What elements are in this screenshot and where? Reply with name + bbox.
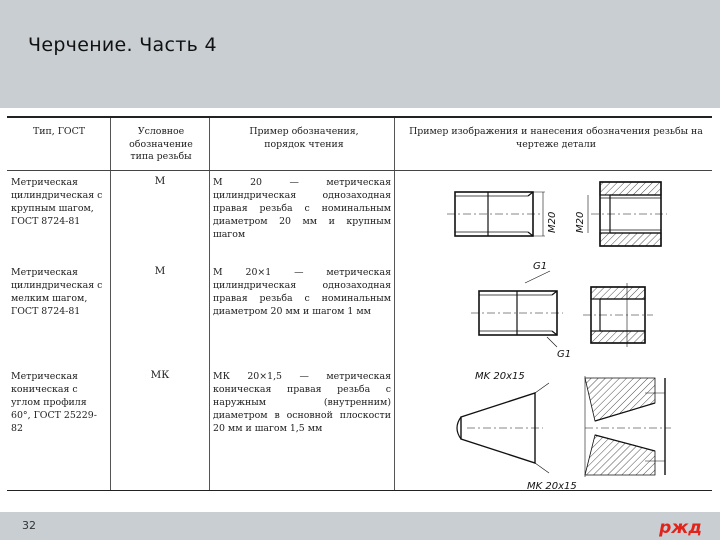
conical-external-thread-drawing (457, 383, 549, 473)
thread-table (7, 116, 712, 491)
external-fine-thread-drawing (471, 271, 563, 347)
label-g1-top: G1 (533, 261, 548, 272)
label-mk-bottom: MK 20x15 (527, 481, 577, 489)
external-thread-drawing (447, 192, 545, 236)
row2-type: Метрическая цилиндрическая с мелким шагом, ГОСТ 8724-81 (11, 267, 103, 317)
row2-symbol: М (154, 265, 166, 277)
label-m20-right: M20 (575, 211, 586, 233)
row1-symbol: М (154, 175, 166, 187)
slide-footer (0, 512, 720, 540)
row1-type: Метрическая цилиндрическая с крупным шагом, ГОСТ 8724-81 (11, 177, 103, 227)
header-example: Пример обозначения, порядок чтения (249, 126, 359, 150)
row1-example: М 20 — метрическая цилиндрическая однозаходная правая резьба с номинальным диаметром 20 мм и крупным шагом (213, 177, 391, 240)
header-drawing: Пример изображения и нанесения обозначения резьбы на чертеже детали (409, 126, 703, 150)
row2-example: М 20×1 — метрическая цилиндрическая однозаходная правая резьба с номинальным диаметром 20 мм и шагом 1 мм (213, 267, 391, 317)
label-m20-left: M20 (547, 211, 558, 233)
header-type: Тип, ГОСТ (32, 126, 86, 137)
row3-example: МК 20×1,5 — метрическая коническая правая резьба с наружным (внутренним) диаметром в основной плоскости 20 мм и шагом 1,5 мм (213, 371, 391, 434)
row3-type: Метрическая коническая с углом профиля 60°, ГОСТ 25229-82 (11, 371, 97, 434)
table-divider (209, 118, 210, 490)
thread-drawings (395, 171, 712, 489)
slide-title: Черчение. Часть 4 (28, 34, 217, 56)
page-number: 32 (22, 519, 36, 532)
table-divider (110, 118, 111, 490)
header-symbol: Условное обозначение типа резьбы (129, 126, 193, 162)
slide-header (0, 0, 720, 108)
internal-fine-thread-drawing (583, 283, 653, 347)
conical-internal-thread-drawing (585, 376, 671, 477)
label-g1-bottom: G1 (557, 349, 572, 360)
row3-symbol: МК (150, 369, 170, 381)
internal-thread-drawing (588, 182, 667, 246)
label-mk-top: MK 20x15 (475, 371, 525, 382)
rzd-logo: ржд (659, 518, 702, 538)
